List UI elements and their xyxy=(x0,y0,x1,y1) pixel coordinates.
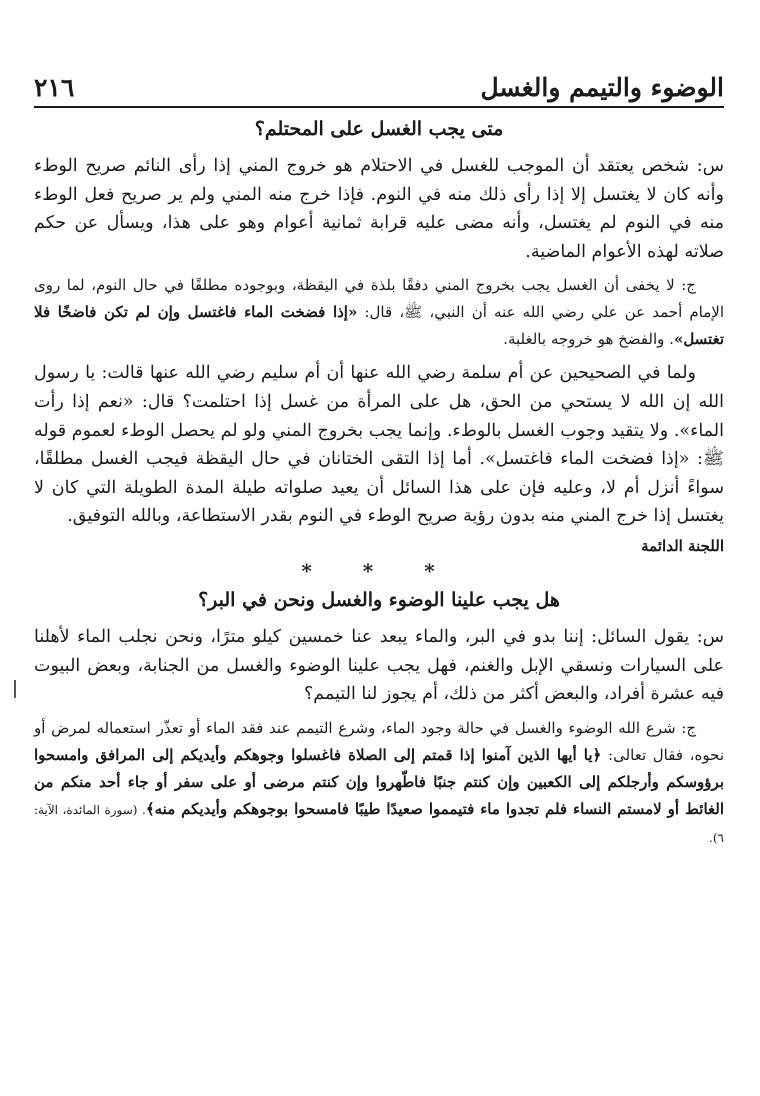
answer-text-end: . والفضخ هو خروجه بالغلبة. xyxy=(503,330,674,349)
section-divider: * * * xyxy=(301,558,457,583)
committee-signature: اللجنة الدائمة xyxy=(641,536,724,555)
section-heading-2: هل يجب علينا الوضوء والغسل ونحن في البر؟ xyxy=(198,588,560,611)
question-paragraph-1: س: شخص يعتقد أن الموجب للغسل في الاحتلام هو خروج المني إذا رأى النائم صريح الوطء وأنه كان لا يغتسل إلا إذا رأى ذلك منه في النوم. فإذا خرج منه المني ولم ير صريح فعل الوطء منه في النوم لم يغتسل، وأنه مضى عليه قرابة ثمانية أعوام وهو على هذا، ويسأل عن حكم صلاته لهذه الأعوام الماضية. xyxy=(34,156,724,262)
answer-paragraph-3 xyxy=(34,715,724,852)
running-title: الوضوء والتيمم والغسل xyxy=(480,73,724,102)
verse-reference: . (سورة المائدة، الآية: ٦). xyxy=(34,802,724,845)
answer-paragraph-1 xyxy=(34,272,724,353)
answer-text-start: ج: لا يخفى أن الغسل يجب بخروج المني دفقًا بلذة في اليقظة، وبوجوده مطلقًا في حال النوم، لما روى الإمام أحمد عن علي رضي الله عنه أن النبي، ﷺ، قال: xyxy=(34,276,724,322)
page-body xyxy=(34,114,724,858)
answer-text-start-2: ج: شرع الله الوضوء والغسل في حالة وجود الماء، وشرع التيمم عند فقد الماء أو تعذّر استعماله لمرض أو نحوه، فقال تعالى: xyxy=(34,718,724,764)
answer-paragraph-2: ولما في الصحيحين عن أم سلمة رضي الله عنها أن أم سليم رضي الله عنها قالت: يا رسول الله إن الله لا يستحي من الحق، هل على المرأة من غسل إذا احتلمت؟ قال: «نعم إذا رأت الماء». ولا يتقيد وجوب الغسل بالوطء. وإنما يجب بخروج المني ولو لم يحصل الوطء لعموم قوله ﷺ: «إذا فضخت الماء فاغتسل». أما إذا التقى الختانان في حال اليقظة فيجب الغسل مطلقًا، سواءً أنزل أم لا، وعليه فإن على هذا السائل أن يعيد صلواته طيلة المدة الطويلة التي كان لا يغتسل إذا خرج المني منه بدون رؤية صريح الوطء في النوم بقدر الاستطاعة، وبالله التوفيق. xyxy=(34,363,724,527)
hadith-quote: «إذا فضخت الماء فاغتسل وإن لم تكن فاضخًا فلا تغتسل» xyxy=(34,303,724,349)
page-number: ٢١٦ xyxy=(34,73,75,102)
quran-verse: ﴿يا أيها الذين آمنوا إذا قمتم إلى الصلاة فاغسلوا وجوهكم وأيديكم إلى المرافق وامسحوا برؤوسكم وأرجلكم إلى الكعبين وإن كنتم جنبًا فاطّهروا وإن كنتم مرضى أو على سفر أو جاء أحد منكم من الغائط أو لامستم النساء فلم تجدوا ماء فتيمموا صعيدًا طيبًا فامسحوا بوجوهكم وأيديكم منه﴾ xyxy=(34,745,724,818)
page-header xyxy=(34,62,724,108)
section-heading-1: متى يجب الغسل على المحتلم؟ xyxy=(254,118,504,140)
scan-edge-mark xyxy=(14,680,16,698)
question-paragraph-2: س: يقول السائل: إننا بدو في البر، والماء يبعد عنا خمسين كيلو مترًا، ونحن نجلب الماء لأهلنا على السيارات ونسقي الإبل والغنم، فهل يجب علينا الوضوء والغسل من الجنابة، وبعض البيوت فيه عشرة أفراد، والبعض أكثر من ذلك، أم يجوز لنا التيمم؟ xyxy=(34,626,724,705)
